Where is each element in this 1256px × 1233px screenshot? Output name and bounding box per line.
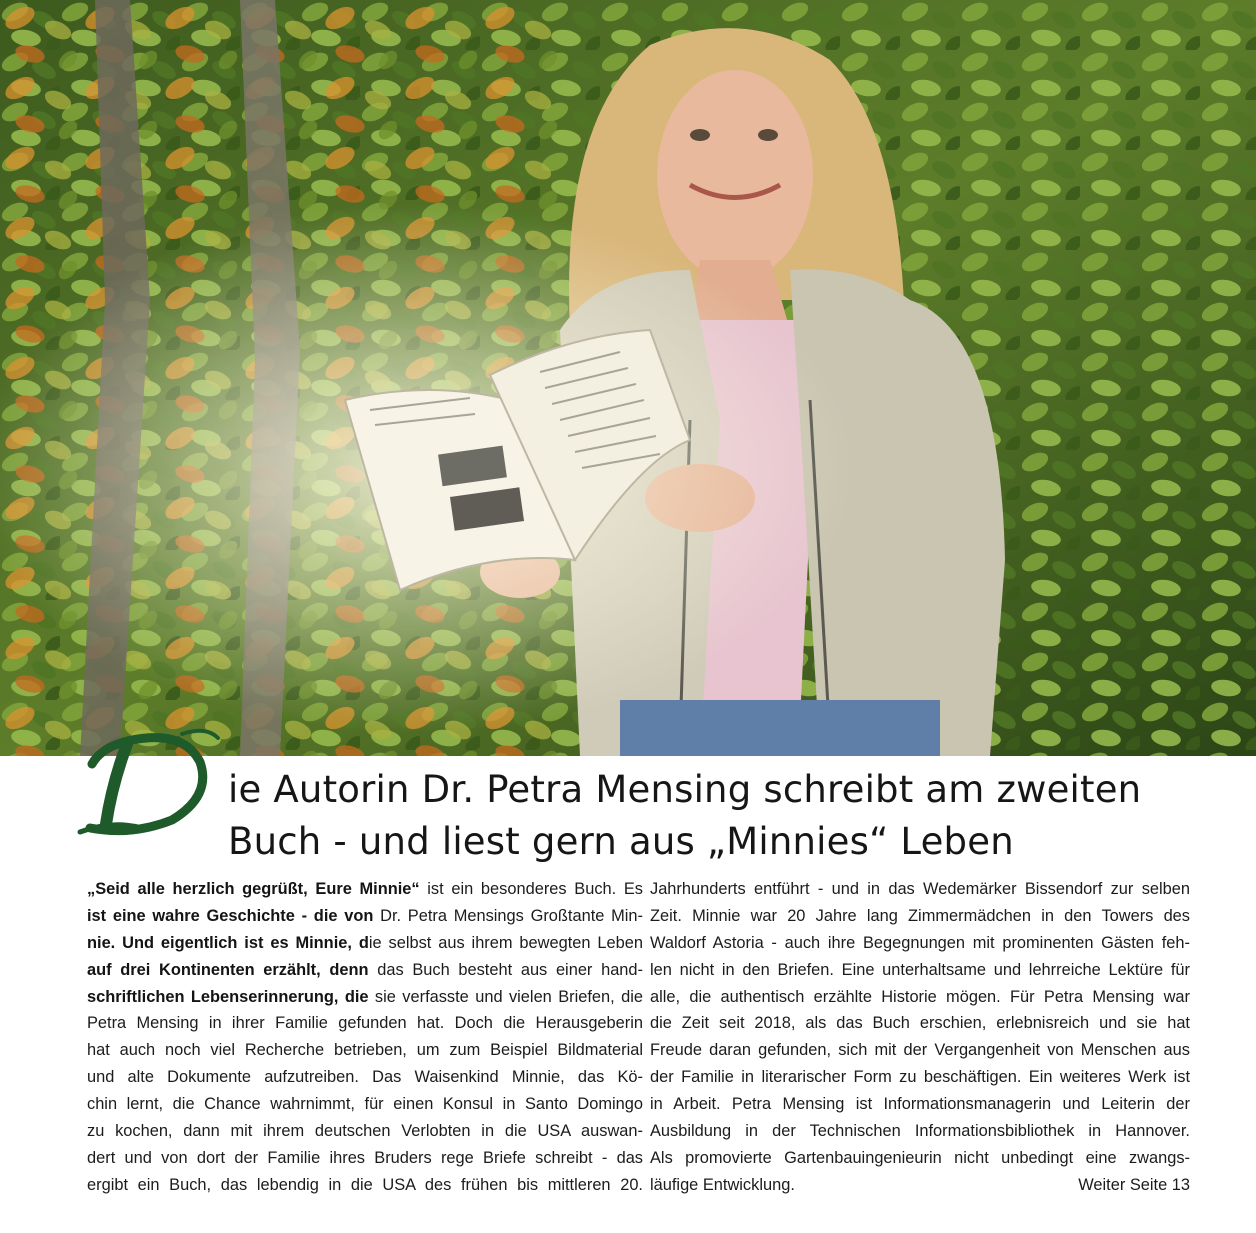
text-line: Freude daran gefunden, sich mit der Vergangenheit von Menschen aus [650, 1041, 1190, 1060]
text-line: alle, die authentisch erzählte Historie mögen. Für Petra Mensing war [650, 987, 1190, 1006]
lead-in-text: schriftlichen Lebenserinnerung, die [87, 987, 369, 1006]
text-line: Jahrhunderts entführt - und in das Wedemärker Bissendorf zur selben [650, 880, 1190, 898]
text-line-last: läufige Entwicklung. [650, 1175, 795, 1194]
body-text: chin lernt, die Chance wahrnimmt, für einen Konsul in Santo Domingo [87, 1095, 643, 1114]
text-line [87, 876, 643, 903]
text-line [87, 1118, 643, 1145]
text-line [87, 1010, 643, 1037]
text-line: die Zeit seit 2018, als das Buch erschien, erlebnisreich und sie hat [650, 1014, 1190, 1033]
text-line [87, 1145, 643, 1172]
headline-line-2: Buch - und liest gern aus „Minnies“ Leben [228, 820, 1014, 863]
body-text: Dr. Petra Mensings Großtante Min- [373, 906, 643, 925]
body-text: sie verfasste und vielen Briefen, die [368, 987, 643, 1006]
text-line [87, 903, 643, 930]
text-line [87, 1064, 643, 1091]
article-headline [228, 764, 1238, 868]
text-line [87, 1172, 643, 1199]
text-line: Waldorf Astoria - auch ihre Begegnungen mit prominenten Gästen feh- [650, 933, 1190, 952]
article-column-left [87, 876, 643, 1199]
body-text: hat auch noch viel Recherche betrieben, um zum Beispiel Bildmaterial [87, 1041, 643, 1060]
headline-line-1: ie Autorin Dr. Petra Mensing schreibt am zweiten [228, 768, 1142, 811]
drop-cap-ornament [72, 724, 222, 842]
body-text: Petra Mensing in ihrer Familie gefunden hat. Doch die Herausgeberin [87, 1014, 643, 1033]
lead-in-text: ist eine wahre Geschichte - die von [87, 906, 374, 925]
body-text: ist ein besonderes Buch. Es [419, 880, 643, 898]
text-line: Als promovierte Gartenbauingenieurin nicht unbedingt eine zwangs- [650, 1148, 1190, 1167]
body-text: zu kochen, dann mit ihrem deutschen Verlobten in die USA auswan- [87, 1122, 643, 1141]
text-line: in Arbeit. Petra Mensing ist Informationsmanagerin und Leiterin der [650, 1095, 1190, 1114]
text-line: der Familie in literarischer Form zu beschäftigen. Ein weiteres Werk ist [650, 1068, 1190, 1087]
text-line: Zeit. Minnie war 20 Jahre lang Zimmermädchen in den Towers des [650, 906, 1190, 925]
body-text: das Buch besteht aus einer hand- [368, 960, 643, 979]
text-line: Ausbildung in der Technischen Informationsbibliothek in Hannover. [650, 1122, 1190, 1141]
body-text: ie selbst aus ihrem bewegten Leben [368, 933, 643, 952]
article-column-right [650, 876, 1190, 1199]
lead-in-text: auf drei Kontinenten erzählt, denn [87, 960, 369, 979]
text-line [87, 1091, 643, 1118]
text-line [87, 1037, 643, 1064]
text-line [87, 930, 643, 957]
continuation-link[interactable]: Weiter Seite 13 [1078, 1175, 1190, 1194]
text-line [87, 957, 643, 984]
body-text: ergibt ein Buch, das lebendig in die USA des frühen bis mittleren 20. [87, 1175, 643, 1194]
text-line [87, 984, 643, 1011]
body-text: und alte Dokumente aufzutreiben. Das Waisenkind Minnie, das Kö- [87, 1068, 643, 1087]
lead-in-text: „Seid alle herzlich gegrüßt, Eure Minnie“ [87, 880, 420, 898]
text-line: len nicht in den Briefen. Eine unterhaltsame und lehrreiche Lektüre für [650, 960, 1190, 979]
lead-in-text: nie. Und eigentlich ist es Minnie, d [87, 933, 369, 952]
body-text: dert und von dort der Familie ihres Bruders rege Briefe schreibt - das [87, 1148, 643, 1167]
